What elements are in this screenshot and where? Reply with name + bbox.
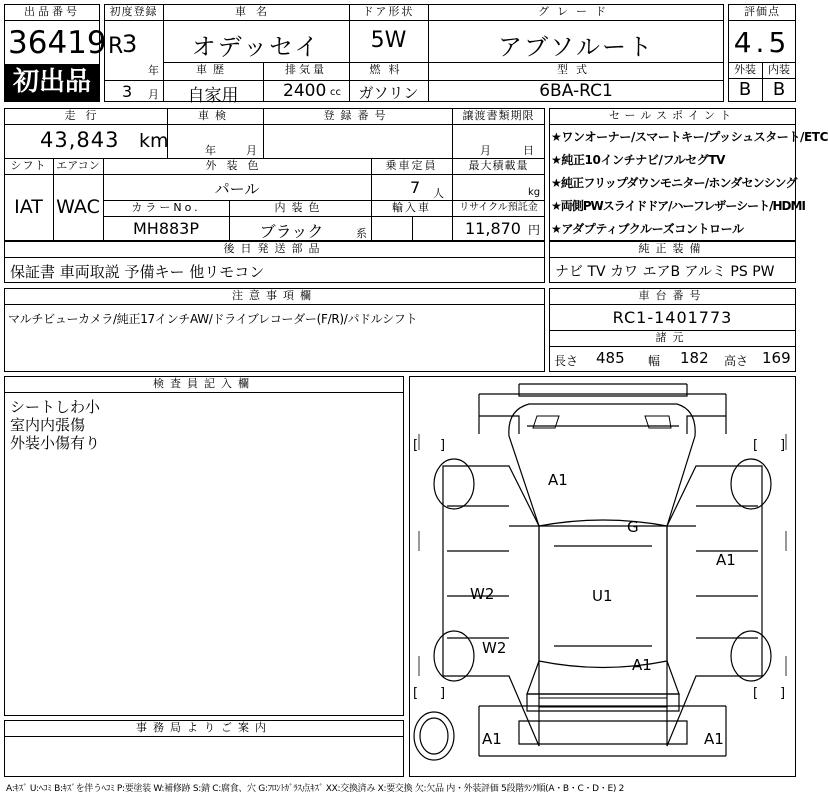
- door-type: 5W: [370, 28, 407, 53]
- inspection-label: 車検: [198, 109, 232, 122]
- sales-point-item: ★純正10インチナビ/フルセグTV: [551, 153, 726, 167]
- int-color-label: 内装色: [274, 201, 326, 214]
- first-listing-text: 初出品: [12, 67, 91, 97]
- first-reg-year: 3: [122, 30, 138, 58]
- ac-label: エアコン: [56, 159, 100, 172]
- ac: WAC: [56, 196, 100, 218]
- inspection-month-unit: 月: [246, 144, 257, 157]
- shift-label: シフト: [10, 159, 47, 172]
- fuel-label: 燃料: [369, 63, 408, 76]
- damage-mark-rear-right: A1: [704, 730, 724, 748]
- max-load-unit: kg: [528, 187, 541, 198]
- year-unit: 年: [148, 64, 159, 77]
- displacement-label: 排気量: [285, 63, 327, 76]
- office-label: 事務局よりご案内: [136, 721, 272, 734]
- sales-point-item: ★アダプティブクルーズコントロール: [551, 222, 744, 236]
- int-grade: B: [772, 79, 786, 100]
- score: 4.5: [733, 26, 791, 59]
- height: 169: [762, 349, 791, 367]
- history: 自家用: [187, 86, 239, 106]
- damage-mark-rear: A1: [632, 656, 652, 674]
- history-label: 車歴: [196, 63, 230, 76]
- max-load-label: 最大積載量: [468, 159, 529, 172]
- chassis-number: RC1-1401773: [612, 308, 733, 327]
- month-unit: 月: [148, 88, 159, 101]
- height-label: 高さ: [724, 354, 749, 368]
- recycle-fee: 11,870: [465, 219, 521, 238]
- notes: マルチビューカメラ/純正17インチAW/ドライブレコーダー(F/R)/パドルシフト: [8, 312, 418, 326]
- car-name: オデッセイ: [191, 33, 321, 61]
- door-label: ドア形状: [362, 5, 415, 18]
- capacity: 7: [410, 178, 421, 197]
- inspector-line: 室内内張傷: [10, 416, 86, 434]
- inspector-label: 検査員記入欄: [153, 377, 255, 390]
- mark-bracket: ]: [780, 686, 786, 701]
- car-diagram: [409, 376, 796, 777]
- transfer-deadline-label: 譲渡書類期限: [462, 109, 535, 122]
- mileage-unit: km: [139, 130, 169, 152]
- later-parts-label: 後日発送部品: [223, 242, 326, 255]
- grade: アブソルート: [498, 33, 654, 61]
- mileage: 43,843: [40, 128, 120, 152]
- capacity-label: 乗車定員: [385, 159, 438, 172]
- mark-bracket: [: [753, 438, 759, 453]
- mark-bracket: [: [413, 686, 419, 701]
- dimensions-label: 諸元: [655, 331, 690, 344]
- grade-label: グレード: [538, 5, 614, 18]
- color-no: MH883P: [132, 219, 200, 238]
- damage-mark-left-rear: W2: [482, 639, 507, 657]
- int-grade-label: 内装: [768, 63, 790, 76]
- sales-point-item: ★両側PWスライドドア/ハーフレザーシート/HDMI: [551, 199, 805, 213]
- car-name-label: 車名: [235, 5, 277, 18]
- equipment-label: 純正装備: [638, 242, 707, 255]
- lot-number-label: 出品番号: [24, 5, 80, 18]
- inspector-line: シートしわ小: [10, 398, 101, 416]
- shift: IAT: [14, 196, 43, 218]
- damage-mark-rear-left: A1: [482, 730, 502, 748]
- inspection-year-unit: 年: [205, 144, 216, 157]
- mark-bracket: [: [753, 686, 759, 701]
- first-reg-label: 初度登録: [109, 5, 158, 18]
- int-color-unit: 系: [356, 227, 367, 240]
- width: 182: [680, 349, 709, 367]
- damage-mark-right-front: A1: [716, 551, 736, 569]
- score-label: 評価点: [744, 5, 780, 18]
- damage-mark-windshield: G: [627, 518, 639, 536]
- ext-grade: B: [738, 79, 752, 100]
- displacement: 2400: [283, 81, 327, 101]
- transfer-day-unit: 日: [523, 144, 534, 157]
- width-label: 幅: [648, 354, 661, 368]
- mark-bracket: ]: [780, 438, 786, 453]
- length-label: 長さ: [554, 354, 579, 368]
- inspector-line: 外装小傷有り: [10, 434, 101, 452]
- mark-bracket: ]: [440, 438, 446, 453]
- model-label: 型式: [557, 63, 595, 76]
- damage-mark-hood: A1: [548, 471, 568, 489]
- first-reg-month: 3: [122, 82, 133, 101]
- lot-number: 36419: [8, 25, 107, 61]
- color-no-label: カラーNo.: [131, 201, 201, 214]
- legend: A:ｷｽﾞ U:ﾍｺﾐ B:ｷｽﾞを伴うﾍｺﾐ P:要塗装 W:補修跡 S:錆 C:腐食、穴 G:ﾌﾛﾝﾄｶﾞﾗｽ点ｷｽﾞ XX:交換済み X:要交換 欠:欠品 内・外装評価 5段階ﾗﾝｸ順(A・B・C・D・E) 2: [6, 784, 625, 794]
- model-code: 6BA-RC1: [539, 81, 613, 101]
- import-label: 輸入車: [392, 201, 431, 214]
- sales-point-item: ★純正フリップダウンモニター/ホンダセンシング: [551, 176, 797, 190]
- ext-color: パール: [214, 180, 260, 198]
- mileage-label: 走行: [64, 109, 107, 122]
- transfer-month-unit: 月: [480, 144, 491, 157]
- sales-point-item: ★ワンオーナー/スマートキー/プッシュスタート/ETC: [551, 130, 828, 144]
- ext-color-label: 外装色: [205, 159, 269, 172]
- damage-mark-roof: U1: [592, 587, 613, 605]
- capacity-unit: 人: [433, 187, 444, 200]
- mark-bracket: ]: [440, 686, 446, 701]
- damage-mark-left-front: W2: [470, 585, 495, 603]
- length: 485: [596, 349, 625, 367]
- chassis-label: 車台番号: [638, 289, 707, 302]
- registration-label: 登録番号: [323, 109, 392, 122]
- equipment: ナビ TV カワ エアB アルミ PS PW: [555, 264, 775, 280]
- sales-points-label: セールスポイント: [608, 109, 736, 122]
- recycle-unit: 円: [528, 223, 541, 237]
- int-color: ブラック: [259, 222, 324, 241]
- fuel: ガソリン: [358, 84, 419, 102]
- later-parts: 保証書 車両取説 予備キー 他リモコン: [10, 263, 265, 281]
- ext-grade-label: 外装: [734, 63, 756, 76]
- displacement-unit: cc: [330, 87, 341, 98]
- mark-bracket: [: [413, 438, 419, 453]
- recycle-label: リサイクル預託金: [459, 202, 538, 213]
- notes-label: 注意事項欄: [232, 289, 317, 302]
- era: R: [108, 34, 124, 59]
